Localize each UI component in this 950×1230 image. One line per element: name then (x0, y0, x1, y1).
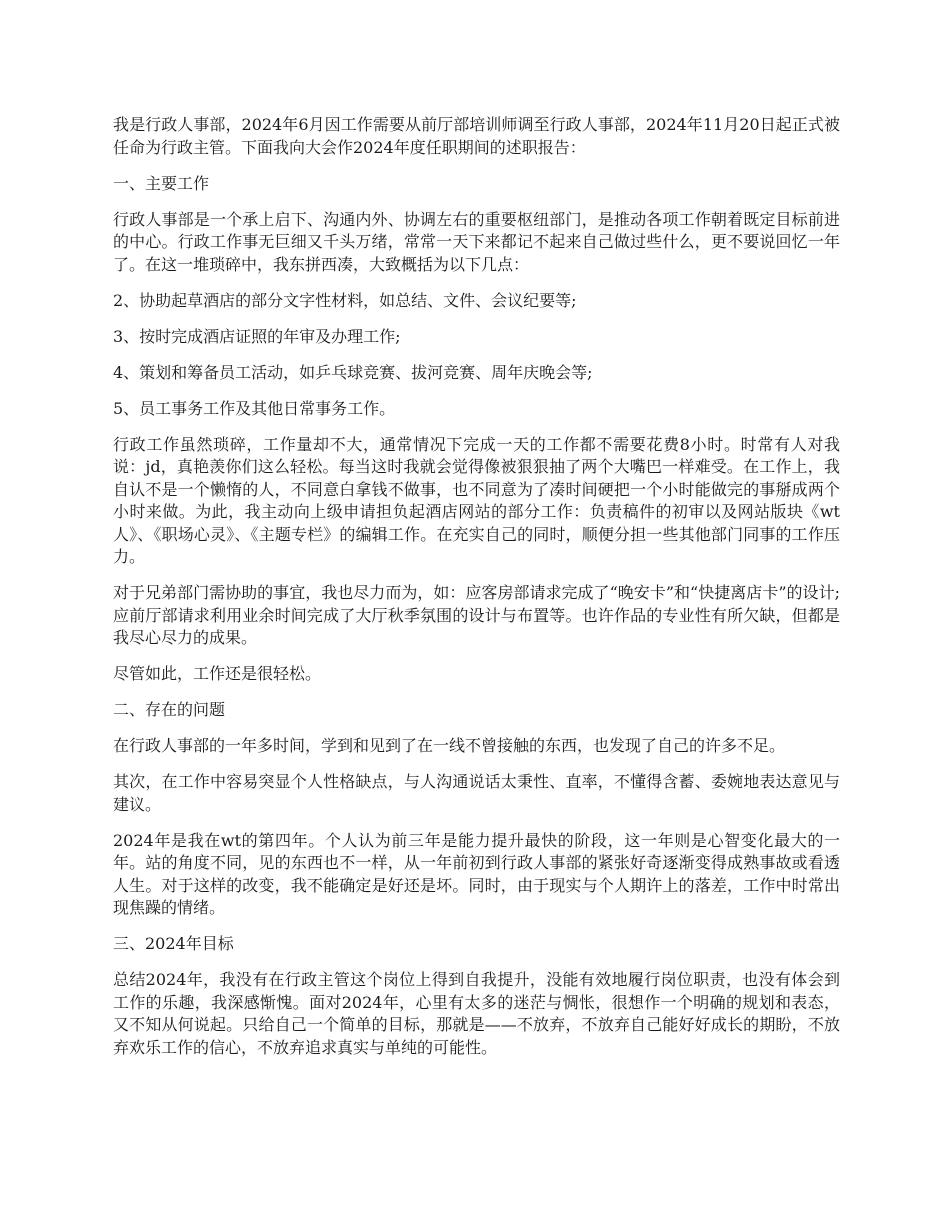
paragraph-dept-overview: 行政人事部是一个承上启下、沟通内外、协调左右的重要枢纽部门，是推动各项工作朝着既定目标前进的中心。行政工作事无巨细又千头万绪，常常一天下来都记不起来自己做过些什么，更不要说回忆一年了。在这一堆琐碎中，我东拼西凑，大致概括为以下几点： (113, 209, 840, 274)
paragraph-assist-departments: 对于兄弟部门需协助的事宜，我也尽力而为，如：应客房部请求完成了“晚安卡”和“快捷离店卡”的设计;应前厅部请求利用业余时间完成了大厅秋季氛围的设计与布置等。也许作品的专业性有所欠缺，但都是我尽心尽力的成果。 (113, 583, 840, 647)
list-item-4: 4、策划和筹备员工活动，如乒乓球竞赛、拔河竞赛、周年庆晚会等; (113, 362, 593, 382)
paragraph-learning: 在行政人事部的一年多时间，学到和见到了在一线不曾接触的东西，也发现了自己的许多不足。 (113, 736, 786, 755)
section-heading-main-work: 一、主要工作 (113, 173, 210, 193)
paragraph-fourth-year: 2024年是我在wt的第四年。个人认为前三年是能力提升最快的阶段，这一年则是心智变化最大的一年。站的角度不同，见的东西也不一样，从一年前初到行政人事部的紧张好奇逐渐变得成熟事故或看透人生。对于这样的改变，我不能确定是好还是坏。同时，由于现实与个人期许上的落差，工作中时常出现焦躁的情绪。 (113, 830, 840, 917)
document-body (113, 114, 840, 1073)
paragraph-personality: 其次，在工作中容易突显个人性格缺点，与人沟通说话太秉性、直率，不懂得含蓄、委婉地表达意见与建议。 (113, 772, 840, 814)
paragraph-summary-goals: 总结2024年，我没有在行政主管这个岗位上得到自我提升，没能有效地履行岗位职责，也没有体会到工作的乐趣，我深感惭愧。面对2024年，心里有太多的迷茫与惆怅，很想作一个明确的规划和表态，又不知从何说起。只给自己一个简单的目标，那就是——不放弃，不放弃自己能好好成长的期盼，不放弃欢乐工作的信心，不放弃追求真实与单纯的可能性。 (113, 970, 840, 1057)
list-item-2: 2、协助起草酒店的部分文字性材料，如总结、文件、会议纪要等; (113, 290, 577, 310)
intro-paragraph: 我是行政人事部，2024年6月因工作需要从前厅部培训师调至行政人事部，2024年11月20日起正式被任命为行政主管。下面我向大会作2024年度任职期间的述职报告： (113, 115, 840, 157)
section-heading-problems: 二、存在的问题 (113, 700, 226, 719)
section-heading-goals: 三、2024年目标 (113, 934, 234, 953)
paragraph-still-easy: 尽管如此，工作还是很轻松。 (113, 664, 322, 683)
list-item-3: 3、按时完成酒店证照的年审及办理工作; (113, 326, 401, 346)
list-item-5: 5、员工事务工作及其他日常事务工作。 (113, 398, 396, 418)
paragraph-workload: 行政工作虽然琐碎，工作量却不大，通常情况下完成一天的工作都不需要花费8小时。时常有人对我说：jd，真艳羡你们这么轻松。每当这时我就会觉得像被狠狠抽了两个大嘴巴一样难受。在工作上，我自认不是一个懒惰的人，不同意白拿钱不做事，也不同意为了凑时间硬把一个小时能做完的事掰成两个小时来做。为此，我主动向上级申请担负起酒店网站的部分工作：负责稿件的初审以及网站版块《wt人》、《职场心灵》、《主题专栏》的编辑工作。在充实自己的同时，顺便分担一些其他部门同事的工作压力。 (113, 434, 840, 566)
